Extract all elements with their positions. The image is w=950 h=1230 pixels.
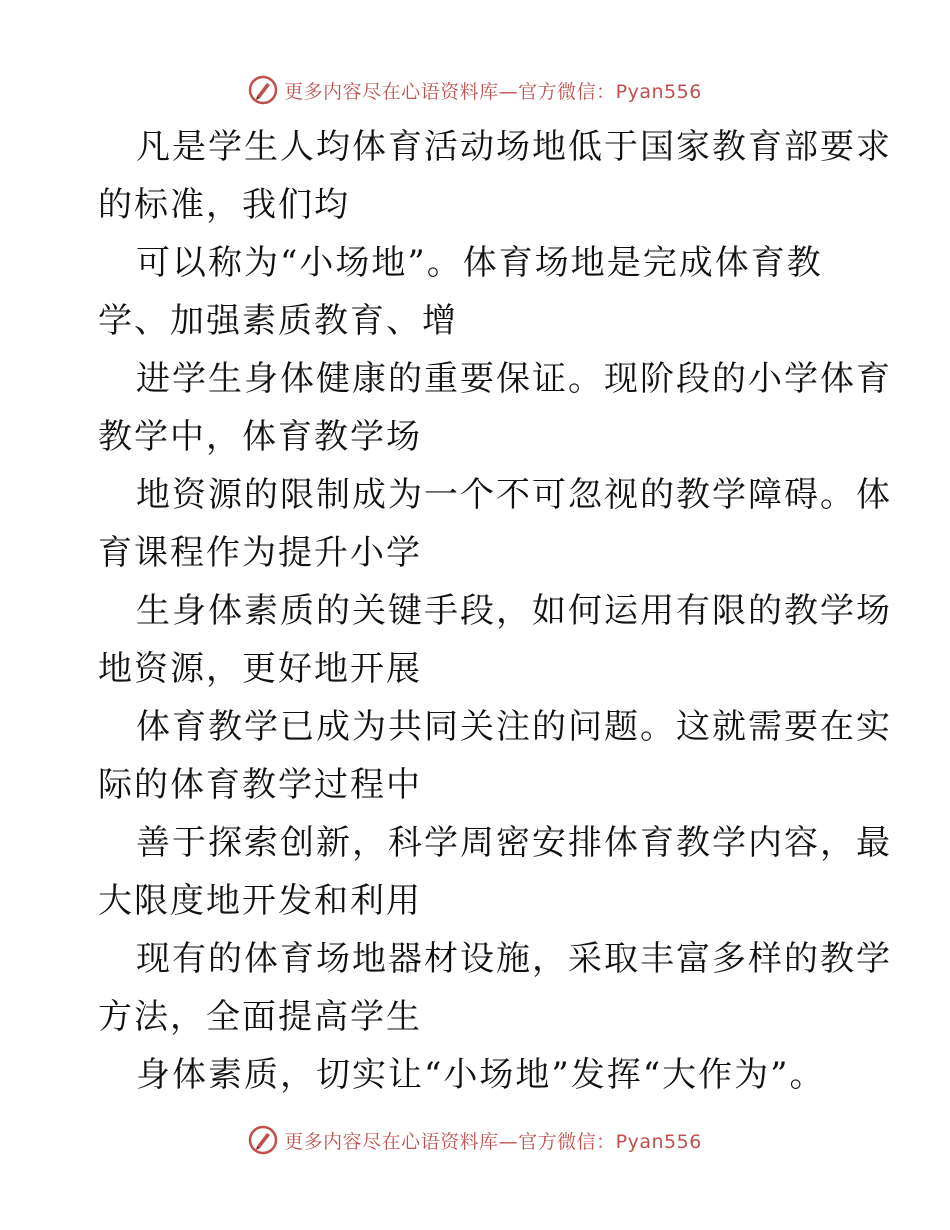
paragraph-line: 凡是学生人均体育活动场地低于国家教育部要求 xyxy=(136,127,892,167)
paragraph-1 xyxy=(98,118,892,234)
pen-logo-icon xyxy=(248,75,278,105)
paragraph-3 xyxy=(98,350,892,466)
paragraph-line: 大限度地开发和利用 xyxy=(98,881,422,921)
paragraph-line: 方法，全面提高学生 xyxy=(98,997,422,1037)
paragraph-line: 现有的体育场地器材设施，采取丰富多样的教学 xyxy=(136,939,892,979)
paragraph-5 xyxy=(98,582,892,698)
pen-logo-icon xyxy=(248,1125,278,1155)
paragraph-line: 教学中，体育教学场 xyxy=(98,417,422,457)
paragraph-line: 地资源的限制成为一个不可忽视的教学障碍。体 xyxy=(136,475,892,515)
paragraph-line: 际的体育教学过程中 xyxy=(98,765,422,805)
paragraph-line: 身体素质，切实让“小场地”发挥“大作为”。 xyxy=(136,1055,826,1095)
footer-text: 更多内容尽在心语资料库—官方微信：Pyan556 xyxy=(284,1130,702,1153)
paragraph-line: 进学生身体健康的重要保证。现阶段的小学体育 xyxy=(136,359,892,399)
paragraph-7 xyxy=(98,814,892,930)
paragraph-6 xyxy=(98,698,892,814)
paragraph-line: 体育教学已成为共同关注的问题。这就需要在实 xyxy=(136,707,892,747)
paragraph-line: 地资源，更好地开展 xyxy=(98,649,422,689)
paragraph-line: 学、加强素质教育、增 xyxy=(98,301,458,341)
footer-banner xyxy=(0,1120,950,1160)
paragraph-9 xyxy=(98,1046,858,1104)
paragraph-8 xyxy=(98,930,892,1046)
paragraph-line: 育课程作为提升小学 xyxy=(98,533,422,573)
header-text: 更多内容尽在心语资料库—官方微信：Pyan556 xyxy=(284,80,702,103)
paragraph-line: 善于探索创新，科学周密安排体育教学内容，最 xyxy=(136,823,892,863)
header-banner xyxy=(0,70,950,110)
paragraph-4 xyxy=(98,466,892,582)
paragraph-line: 的标准，我们均 xyxy=(98,185,350,225)
paragraph-2 xyxy=(98,234,858,350)
paragraph-line: 可以称为“小场地”。体育场地是完成体育教 xyxy=(136,243,823,283)
paragraph-line: 生身体素质的关键手段，如何运用有限的教学场 xyxy=(136,591,892,631)
document-body xyxy=(98,118,892,1104)
